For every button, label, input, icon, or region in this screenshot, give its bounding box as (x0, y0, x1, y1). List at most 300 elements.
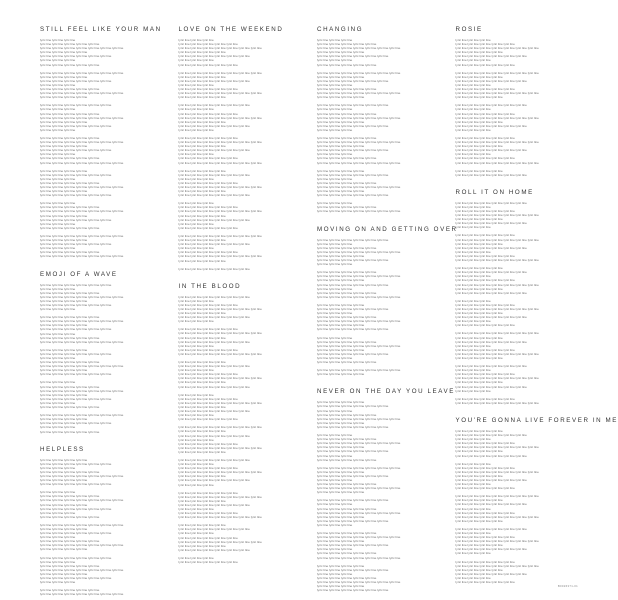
lyric-line: lyric line lyric line lyric line lyric line lyric line (178, 560, 238, 565)
lyric-line: lyric line lyric line lyric line (455, 368, 491, 373)
lyric-line: lyric line lyric line lyric line lyric line (178, 380, 226, 385)
lyric-line: lyric line lyric line lyric line lyric line lyric line lyric line lyric line (317, 46, 401, 51)
song-section (317, 225, 458, 377)
lyric-line: lyric line lyric line lyric line lyric line lyric line lyric line lyric line (455, 514, 539, 519)
song-title: CHANGING (317, 26, 364, 33)
lyric-line: lyric line lyric line lyric line lyric line (40, 347, 88, 352)
song-section (179, 283, 304, 564)
lyric-line: lyric line lyric line lyric line lyric line (455, 473, 503, 478)
lyric-line: lyric line lyric line lyric line lyric line (178, 429, 226, 434)
lyric-line: lyric line lyric line lyric line (455, 531, 491, 535)
lyric-line: lyric line lyric line lyric line lyric line (317, 372, 365, 377)
lyric-line: lyric line lyric line lyric line lyric line lyric line lyric line lyric line (455, 160, 539, 165)
lyric-line: lyric line lyric line lyric line lyric line (40, 213, 88, 218)
lyric-line: lyric line lyric line lyric line (178, 298, 214, 303)
lyric-line: lyric line lyric line lyric line lyric line (455, 266, 503, 271)
lyric-line: lyric line lyric line lyric line lyric line lyric line lyric line (455, 547, 527, 552)
lyric-line: lyric line lyric line lyric line (40, 307, 76, 312)
lyric-line: lyric line lyric line lyric line lyric line (178, 74, 226, 79)
lyric-line: lyric line lyric line lyric line lyric line lyric line lyric line lyric line (40, 592, 124, 597)
lyric-line: lyric line lyric line lyric line lyric line lyric line lyric line lyric line (40, 185, 124, 189)
lyric-line: lyric line lyric line lyric line lyric line lyric line lyric line lyric line (455, 306, 539, 311)
lyric-line: lyric line lyric line lyric line lyric line (455, 241, 503, 246)
lyric-line: lyric line lyric line lyric line lyric line lyric line (455, 62, 515, 67)
lyric-line: lyric line lyric line lyric line lyric line lyric line (455, 559, 515, 564)
lyric-line: lyric line lyric line lyric line (40, 58, 76, 63)
lyric-line: lyric line lyric line lyric line lyric line lyric line (40, 135, 100, 140)
lyric-line: lyric line lyric line lyric line lyric line lyric line (40, 384, 100, 389)
lyric-line: lyric line lyric line lyric line lyric line lyric line lyric line lyric line (317, 465, 401, 470)
lyric-line: lyric line lyric line lyric line lyric line lyric line lyric line lyric line (40, 294, 124, 299)
lyric-line: lyric line lyric line lyric line lyric line lyric line lyric line (317, 306, 389, 311)
lyric-line: lyric line lyric line lyric line lyric line lyric line lyric line lyric line (455, 237, 539, 242)
lyric-line: lyric line lyric line lyric line lyric line lyric line (317, 457, 377, 462)
lyric-line: lyric line lyric line lyric line lyric line lyric line lyric line lyric line (178, 140, 262, 145)
lyric-line: lyric line lyric line lyric line lyric line lyric line lyric line lyric line (40, 364, 124, 369)
lyric-line: lyric line lyric line lyric line (40, 286, 76, 291)
lyric-line: lyric line lyric line lyric line (178, 368, 214, 373)
lyric-line: lyric line lyric line lyric line lyric line lyric line lyric line (317, 567, 389, 572)
lyric-line: lyric line lyric line lyric line lyric line lyric line (455, 253, 515, 258)
lyric-line: lyric line lyric line lyric line lyric line lyric line (178, 396, 238, 401)
lyric-line: lyric line lyric line lyric line lyric line lyric line (317, 205, 377, 210)
lyric-line: lyric line lyric line lyric line lyric line (455, 380, 503, 385)
lyric-line: lyric line lyric line lyric line lyric line lyric line lyric line (455, 245, 527, 250)
lyric-line: lyric line lyric line lyric line lyric line lyric line lyric line (455, 315, 527, 320)
lyric-line: lyric line lyric line lyric line lyric line lyric line (455, 580, 515, 585)
lyric-line: lyric line lyric line lyric line lyric line lyric line lyric line (455, 571, 527, 576)
lyric-line: lyric line lyric line lyric line lyric line lyric line lyric line lyric line (40, 233, 124, 238)
lyric-line: lyric line lyric line lyric line lyric line lyric line lyric line (455, 78, 527, 83)
lyric-line: lyric line lyric line lyric line (455, 58, 491, 63)
lyric-line: lyric line lyric line lyric line lyric line (317, 168, 365, 173)
lyric-line: lyric line lyric line lyric line lyric line (178, 258, 226, 263)
lyric-line: lyric line lyric line lyric line lyric line lyric line lyric line lyric line (455, 563, 539, 568)
lyric-line: lyric line lyric line lyric line (178, 413, 214, 418)
lyric-line: lyric line lyric line lyric line lyric line lyric line (178, 156, 238, 161)
lyric-line: lyric line lyric line lyric line (178, 392, 214, 397)
lyric-line: lyric line lyric line lyric line lyric line lyric line lyric line (40, 217, 112, 222)
lyric-line: lyric line lyric line lyric line lyric line lyric line lyric line lyric line (40, 522, 124, 527)
lyric-line: lyric line lyric line lyric line lyric line (178, 311, 226, 316)
lyric-line: lyric line lyric line lyric line lyric line lyric line lyric line (455, 339, 527, 344)
lyric-line: lyric line lyric line lyric line lyric line lyric line lyric line (178, 433, 250, 438)
lyric-line: lyric line lyric line lyric line lyric line lyric line (40, 315, 100, 320)
lyric-line: lyric line lyric line lyric line lyric line (455, 95, 503, 100)
lyric-line: lyric line lyric line lyric line lyric line lyric line lyric line (178, 123, 250, 128)
lyric-line: lyric line lyric line lyric line lyric line lyric line lyric line (178, 172, 250, 177)
lyric-line: lyric line lyric line lyric line lyric line lyric line (40, 225, 100, 230)
lyric-line: lyric line lyric line lyric line lyric line lyric line (317, 339, 377, 344)
lyric-line: lyric line lyric line lyric line lyric line lyric line lyric line lyric line (317, 441, 401, 446)
lyric-line: lyric line lyric line lyric line lyric line (40, 95, 88, 100)
lyric-line: lyric line lyric line lyric line lyric line lyric line lyric line lyric line (40, 115, 124, 120)
lyric-line: lyric line lyric line lyric line (317, 127, 353, 132)
lyric-line: lyric line lyric line lyric line lyric line lyric line lyric line (40, 531, 112, 536)
lyric-line: lyric line lyric line lyric line lyric line lyric line lyric line lyric line (178, 254, 262, 259)
lyric-line: lyric line lyric line lyric line (317, 152, 353, 157)
lyric-line: lyric line lyric line lyric line lyric line lyric line lyric line (455, 384, 527, 389)
lyric-line: lyric line lyric line lyric line lyric line (40, 189, 88, 194)
lyric-line: lyric line lyric line lyric line lyric line lyric line lyric line lyric line (178, 233, 262, 238)
lyric-line: lyric line lyric line lyric line lyric line lyric line lyric line (317, 123, 389, 128)
lyric-line: lyric line lyric line lyric line lyric line lyric line (317, 575, 377, 580)
lyric-line: lyric line lyric line lyric line lyric line (455, 286, 503, 291)
lyric-line: lyric line lyric line lyric line lyric line lyric line (40, 588, 100, 593)
lyrics-column-4 (455, 26, 618, 585)
lyric-line: lyric line lyric line lyric line lyric line lyric line lyric line lyric line (317, 249, 401, 254)
lyric-line: lyric line lyric line lyric line lyric line lyric line lyric line lyric line (455, 213, 539, 218)
lyric-line: lyric line lyric line lyric line lyric line lyric line lyric line (455, 54, 527, 59)
lyric-line: lyric line lyric line lyric line lyric line (317, 278, 365, 283)
lyric-line: lyric line lyric line lyric line lyric line (455, 518, 503, 523)
lyric-line: lyric line lyric line lyric line (317, 311, 353, 316)
lyric-line: lyric line lyric line lyric line lyric line lyric line (178, 205, 238, 210)
lyric-line: lyric line lyric line lyric line (317, 38, 353, 42)
lyric-line: lyric line lyric line lyric line lyric line (317, 119, 365, 124)
lyric-line: lyric line lyric line lyric line lyric line lyric line (40, 250, 100, 255)
lyric-line: lyric line lyric line lyric line lyric line (178, 213, 226, 218)
song-section (40, 26, 165, 259)
lyric-line: lyric line lyric line lyric line lyric line lyric line (178, 302, 238, 307)
lyric-line: lyric line lyric line lyric line lyric line lyric line lyric line (178, 364, 250, 369)
lyric-line: lyric line lyric line lyric line (455, 249, 491, 254)
lyric-line: lyric line lyric line lyric line lyric line lyric line (178, 225, 238, 230)
lyric-line: lyric line lyric line lyric line lyric line (455, 428, 503, 433)
lyric-line: lyric line lyric line lyric line lyric line (455, 144, 503, 149)
lyric-line: lyric line lyric line lyric line lyric line lyric line lyric line lyric line (317, 555, 401, 560)
lyric-line: lyric line lyric line lyric line (40, 127, 76, 132)
lyric-line: lyric line lyric line lyric line lyric line lyric line (178, 327, 238, 332)
lyric-line: lyric line lyric line lyric line lyric line lyric line (178, 347, 238, 352)
song-title: EMOJI OF A WAVE (40, 270, 118, 278)
lyric-line: lyric line lyric line lyric line lyric line lyric line lyric line lyric line (455, 351, 539, 356)
lyric-line: lyric line lyric line lyric line lyric line lyric line (455, 372, 515, 377)
lyric-line: lyric line lyric line lyric line lyric line lyric line (40, 563, 100, 568)
lyric-line: lyric line lyric line lyric line lyric line lyric line lyric line lyric line (317, 274, 401, 279)
lyric-line: lyric line lyric line lyric line lyric line lyric line (40, 87, 100, 92)
lyric-line: lyric line lyric line lyric line lyric line lyric line lyric line (317, 103, 389, 108)
lyric-line: lyric line lyric line lyric line lyric line (40, 298, 88, 303)
lyric-line: lyric line lyric line lyric line (178, 246, 214, 251)
lyric-line: lyric line lyric line lyric line lyric line lyric line lyric line (178, 242, 250, 247)
lyric-line: lyric line lyric line lyric line lyric line lyric line (40, 335, 100, 340)
lyric-line: lyric line lyric line lyric line lyric line lyric line lyric line lyric line (40, 140, 124, 145)
lyric-line: lyric line lyric line lyric line (317, 58, 353, 63)
lyric-line: lyric line lyric line lyric line lyric line lyric line lyric line lyric line (40, 498, 124, 503)
lyric-line: lyric line lyric line lyric line lyric line lyric line (40, 180, 100, 185)
lyric-line: lyric line lyric line lyric line lyric line lyric line lyric line lyric line (317, 343, 401, 348)
lyric-line: lyric line lyric line lyric line (317, 408, 353, 413)
lyric-line: lyric line lyric line lyric line lyric line lyric line (455, 441, 515, 446)
lyric-line: lyric line lyric line lyric line lyric line lyric line lyric line lyric line (455, 258, 539, 263)
lyric-line: lyric line lyric line lyric line lyric line lyric line lyric line (317, 473, 389, 478)
lyric-line: lyric line lyric line lyric line lyric line lyric line lyric line lyric line (178, 470, 262, 475)
lyric-line: lyric line lyric line lyric line (455, 461, 491, 466)
lyric-line: lyric line lyric line lyric line (455, 551, 491, 556)
lyric-line: lyric line lyric line lyric line (40, 559, 76, 564)
lyric-line: lyric line lyric line lyric line lyric line lyric line lyric line lyric line (178, 376, 262, 381)
lyric-line: lyric line lyric line lyric line lyric line lyric line lyric line lyric line (178, 209, 262, 214)
lyric-line: lyric line lyric line lyric line lyric line lyric line lyric line lyric line (178, 515, 262, 520)
lyric-line: lyric line lyric line lyric line lyric line lyric line lyric line lyric line (178, 539, 262, 544)
lyric-line: lyric line lyric line lyric line lyric line lyric line lyric line lyric line (455, 115, 539, 120)
lyric-line: lyric line lyric line lyric line lyric line lyric line lyric line lyric line (40, 319, 124, 324)
lyric-line: lyric line lyric line lyric line (317, 356, 353, 360)
lyric-line: lyric line lyric line lyric line lyric line lyric line (455, 486, 515, 491)
lyric-line: lyric line lyric line lyric line lyric line lyric line (317, 156, 377, 161)
lyric-line: lyric line lyric line lyric line lyric line lyric line lyric line lyric line (455, 331, 539, 336)
lyric-line: lyric line lyric line lyric line lyric line lyric line (455, 302, 515, 307)
lyric-line: lyric line lyric line lyric line (178, 555, 214, 560)
lyric-line: lyric line lyric line lyric line lyric line lyric line lyric line (40, 396, 112, 401)
lyric-line: lyric line lyric line lyric line lyric line lyric line lyric line (455, 364, 527, 369)
lyric-line: lyric line lyric line lyric line lyric line lyric line (178, 417, 238, 422)
lyric-line: lyric line lyric line lyric line lyric line lyric line lyric line lyric line (455, 46, 539, 51)
lyric-line: lyric line lyric line lyric line lyric line lyric line lyric line lyric line (455, 469, 539, 474)
song-section (456, 26, 581, 177)
lyric-line: lyric line lyric line lyric line lyric line lyric line lyric line lyric line (317, 185, 401, 189)
lyric-line: lyric line lyric line lyric line lyric line (178, 404, 226, 409)
song-title: YOU'RE GONNA LIVE FOREVER IN ME (455, 416, 618, 424)
lyric-line: lyric line lyric line lyric line lyric line lyric line lyric line (455, 103, 527, 108)
lyric-line: lyric line lyric line lyric line (455, 319, 491, 324)
lyric-line: lyric line lyric line lyric line (178, 221, 214, 226)
lyric-line: lyric line lyric line lyric line (40, 490, 76, 495)
lyric-line: lyric line lyric line lyric line lyric line lyric line (317, 482, 377, 487)
lyric-line: lyric line lyric line lyric line (455, 506, 491, 511)
lyric-line: lyric line lyric line lyric line (455, 575, 491, 580)
lyric-line: lyric line lyric line lyric line lyric line lyric line (317, 62, 377, 67)
lyric-line: lyric line lyric line lyric line lyric line lyric line lyric line lyric line (317, 416, 401, 421)
lyric-line: lyric line lyric line lyric line lyric line (317, 400, 365, 405)
lyric-line: lyric line lyric line lyric line lyric line lyric line lyric line lyric line (40, 46, 124, 51)
lyric-line: lyric line lyric line lyric line lyric line lyric line lyric line (178, 409, 250, 414)
lyric-line: lyric line lyric line lyric line lyric line (455, 356, 503, 360)
lyric-line: lyric line lyric line lyric line lyric line lyric line lyric line lyric line (455, 445, 539, 450)
lyric-line: lyric line lyric line lyric line lyric line lyric line lyric line lyric line (178, 425, 262, 430)
lyric-line: lyric line lyric line lyric line lyric line (178, 119, 226, 124)
lyric-line: lyric line lyric line lyric line lyric line (455, 168, 503, 173)
lyric-line: lyric line lyric line lyric line lyric line lyric line lyric line (178, 103, 250, 108)
lyric-line: lyric line lyric line lyric line (317, 82, 353, 87)
lyric-line: lyric line lyric line lyric line lyric line lyric line lyric line (455, 433, 527, 438)
lyric-line: lyric line lyric line lyric line lyric line (455, 119, 503, 124)
lyric-line: lyric line lyric line lyric line (40, 246, 76, 251)
song-title: HELPLESS (40, 445, 85, 453)
lyric-line: lyric line lyric line lyric line lyric line lyric line lyric line lyric line (455, 539, 539, 544)
lyric-line: lyric line lyric line lyric line lyric line lyric line (178, 111, 238, 116)
lyric-line: lyric line lyric line lyric line lyric line lyric line lyric line (317, 518, 389, 523)
lyric-line: lyric line lyric line lyric line lyric line lyric line lyric line (40, 351, 112, 356)
lyric-line: lyric line lyric line lyric line lyric line (317, 445, 365, 450)
lyric-line: lyric line lyric line lyric line lyric line (178, 360, 226, 364)
lyric-line: lyric line lyric line lyric line lyric line lyric line lyric line lyric line (40, 339, 124, 344)
lyric-line: lyric line lyric line lyric line lyric line lyric line lyric line (455, 453, 527, 458)
song-title: NEVER ON THE DAY YOU LEAVE (317, 388, 455, 396)
lyric-line: lyric line lyric line lyric line lyric line lyric line (40, 290, 100, 295)
lyric-line: lyric line lyric line lyric line lyric line (40, 323, 88, 328)
lyric-line: lyric line lyric line lyric line lyric line lyric line lyric line lyric line (455, 494, 539, 499)
lyric-line: lyric line lyric line lyric line lyric line lyric line lyric line lyric line (40, 413, 124, 418)
lyric-line: lyric line lyric line lyric line lyric line lyric line lyric line lyric line (178, 115, 262, 120)
lyric-line: lyric line lyric line lyric line lyric line lyric line (178, 441, 238, 446)
lyric-line: lyric line lyric line lyric line lyric line lyric line lyric line (178, 78, 250, 83)
lyric-line: lyric line lyric line lyric line lyric line lyric line lyric line lyric line (178, 331, 262, 336)
lyric-line: lyric line lyric line lyric line lyric line lyric line lyric line (455, 270, 527, 275)
lyric-line: lyric line lyric line lyric line lyric line lyric line lyric line (317, 327, 389, 332)
lyric-line: lyric line lyric line lyric line lyric line lyric line lyric line (178, 502, 250, 507)
lyric-line: lyric line lyric line lyric line (317, 571, 353, 576)
lyric-line: lyric line lyric line lyric line lyric line lyric line (455, 396, 515, 401)
lyric-line: lyric line lyric line lyric line lyric line lyric line lyric line (178, 315, 250, 320)
lyric-line: lyric line lyric line lyric line lyric line (317, 563, 365, 568)
song-section (317, 26, 442, 214)
lyric-line: lyric line lyric line lyric line lyric line (455, 543, 503, 548)
lyric-line: lyric line lyric line lyric line lyric line lyric line lyric line (178, 547, 250, 552)
song-section (456, 189, 581, 405)
lyric-line: lyric line lyric line lyric line (317, 176, 353, 181)
lyric-line: lyric line lyric line lyric line lyric line (455, 311, 503, 316)
lyric-line: lyric line lyric line lyric line lyric line (40, 119, 88, 124)
lyric-line: lyric line lyric line lyric line lyric line lyric line (455, 209, 515, 213)
lyric-line: lyric line lyric line lyric line lyric line (40, 417, 88, 422)
lyric-line: lyric line lyric line lyric line lyric line lyric line lyric line lyric line (455, 140, 539, 145)
lyric-line: lyric line lyric line lyric line lyric line lyric line (178, 466, 238, 471)
lyric-line: lyric line lyric line lyric line lyric line lyric line (317, 180, 377, 185)
lyric-line: lyric line lyric line lyric line lyric line lyric line lyric line (178, 457, 250, 462)
lyric-line: lyric line lyric line lyric line lyric line lyric line (317, 270, 377, 275)
lyric-line: lyric line lyric line lyric line lyric line lyric line (455, 135, 515, 140)
lyric-line: lyric line lyric line lyric line lyric line lyric line lyric line lyric line (178, 400, 262, 405)
lyric-line: lyric line lyric line lyric line lyric line lyric line (455, 535, 515, 540)
lyric-line: lyric line lyric line lyric line lyric line (178, 50, 226, 55)
lyric-line: lyric line lyric line lyric line (40, 510, 76, 515)
lyric-line: lyric line lyric line lyric line lyric line lyric line (317, 42, 377, 47)
lyric-line: lyric line lyric line lyric line lyric line lyric line (178, 87, 238, 92)
lyric-line: lyric line lyric line lyric line lyric line lyric line lyric line (40, 193, 112, 198)
lyric-line: lyric line lyric line lyric line lyric line lyric line lyric line lyric line (317, 209, 401, 214)
lyric-line: lyric line lyric line lyric line lyric line lyric line (317, 135, 377, 140)
lyric-line: lyric line lyric line lyric line lyric line lyric line (40, 62, 100, 67)
lyric-line: lyric line lyric line lyric line lyric line lyric line (178, 490, 238, 495)
lyric-line: lyric line lyric line lyric line (455, 127, 491, 132)
lyric-line: lyric line lyric line lyric line (455, 107, 491, 112)
lyric-line: lyric line lyric line lyric line (40, 380, 76, 385)
lyric-line: lyric line lyric line lyric line (178, 107, 214, 112)
lyric-line: lyric line lyric line lyric line lyric line lyric line (178, 250, 238, 255)
lyric-line: lyric line lyric line lyric line lyric line lyric line (317, 506, 377, 511)
lyric-line: lyric line lyric line lyric line lyric line lyric line (317, 111, 377, 116)
lyric-line: lyric line lyric line lyric line lyric line lyric line lyric line (317, 588, 389, 593)
lyric-line: lyric line lyric line lyric line lyric line lyric line lyric line lyric line (178, 160, 262, 165)
lyric-line: lyric line lyric line lyric line lyric line lyric line lyric line (455, 123, 527, 128)
lyric-line: lyric line lyric line lyric line lyric line lyric line lyric line (317, 148, 389, 153)
lyric-line: lyric line lyric line lyric line lyric line (455, 74, 503, 79)
lyric-line: lyric line lyric line lyric line lyric line lyric line lyric line (40, 242, 112, 247)
lyric-line: lyric line lyric line lyric line lyric line lyric line (455, 347, 515, 352)
lyric-line: lyric line lyric line lyric line lyric line (455, 335, 503, 340)
lyric-line: lyric line lyric line lyric line lyric line lyric line lyric line (317, 54, 389, 59)
lyric-line: lyric line lyric line lyric line lyric line (40, 527, 88, 531)
lyric-line: lyric line lyric line lyric line (317, 522, 353, 527)
lyric-line: lyric line lyric line lyric line lyric line lyric line lyric line (178, 384, 250, 389)
lyric-line: lyric line lyric line lyric line lyric line lyric line (40, 539, 100, 544)
lyric-line: lyric line lyric line lyric line (178, 38, 214, 42)
lyric-line: lyric line lyric line lyric line lyric line lyric line (455, 42, 515, 47)
lyric-line: lyric line lyric line lyric line (40, 176, 76, 181)
lyric-line: lyric line lyric line lyric line lyric line (317, 302, 365, 307)
lyric-line: lyric line lyric line lyric line lyric line (317, 144, 365, 149)
lyric-line: lyric line lyric line lyric line lyric line lyric line lyric line lyric line (317, 319, 401, 324)
lyric-line: lyric line lyric line lyric line lyric line lyric line lyric line (40, 172, 112, 177)
lyric-line: lyric line lyric line lyric line lyric line (317, 584, 365, 589)
lyric-line: lyric line lyric line lyric line lyric line lyric line lyric line lyric line (40, 70, 124, 75)
lyric-line: lyric line lyric line lyric line lyric line lyric line lyric line (178, 217, 250, 222)
lyric-line: lyric line lyric line lyric line lyric line lyric line lyric line (40, 302, 112, 307)
lyric-line: lyric line lyric line lyric line (40, 400, 76, 405)
lyric-line: lyric line lyric line lyric line lyric line (317, 539, 365, 544)
lyric-line: lyric line lyric line lyric line lyric line (455, 217, 503, 222)
lyric-line: lyric line lyric line lyric line lyric line lyric line lyric line (455, 200, 527, 205)
lyric-line: lyric line lyric line lyric line lyric line lyric line lyric line lyric line (455, 91, 539, 96)
lyric-line: lyric line lyric line lyric line lyric line lyric line lyric line lyric line (317, 294, 401, 299)
lyric-line: lyric line lyric line lyric line lyric line lyric line (455, 87, 515, 92)
lyric-line: lyric line lyric line lyric line lyric line lyric line lyric line lyric line (455, 70, 539, 75)
lyric-line: lyric line lyric line lyric line (178, 319, 214, 324)
lyric-line: lyric line lyric line lyric line lyric line (317, 95, 365, 100)
lyric-line: lyric line lyric line lyric line (455, 482, 491, 487)
lyric-line: lyric line lyric line lyric line lyric line lyric line (178, 135, 238, 140)
lyric-line: lyric line lyric line lyric line (317, 547, 353, 552)
lyric-line: lyric line lyric line lyric line lyric line lyric line lyric line lyric line (317, 140, 401, 145)
lyrics-column-2 (179, 26, 304, 582)
lyric-line: lyric line lyric line lyric line (178, 58, 214, 63)
lyric-line: lyric line lyric line lyric line lyric line lyric line lyric line (317, 449, 389, 454)
lyric-line: lyric line lyric line lyric line lyric line lyric line (40, 42, 100, 47)
lyric-line: lyric line lyric line lyric line lyric line lyric line lyric line (455, 221, 527, 226)
lyric-line: lyric line lyric line lyric line (40, 465, 76, 470)
lyric-line: lyric line lyric line lyric line lyric line lyric line lyric line (178, 266, 250, 271)
lyric-line: lyric line lyric line lyric line (317, 201, 353, 206)
lyric-line: lyric line lyric line lyric line lyric line (178, 144, 226, 149)
lyric-line: lyric line lyric line lyric line lyric line lyric line lyric line lyric line (40, 473, 124, 478)
lyric-line: lyric line lyric line lyric line lyric line (40, 457, 88, 462)
lyric-line: lyric line lyric line lyric line lyric line (40, 238, 88, 243)
lyric-line: lyric line lyric line lyric line lyric line lyric line lyric line lyric line (317, 115, 401, 120)
lyric-line: lyric line lyric line lyric line (40, 38, 76, 42)
lyric-line: lyric line lyric line lyric line lyric line lyric line lyric line (317, 424, 389, 429)
lyric-line: lyric line lyric line lyric line (178, 462, 214, 467)
lyric-line: lyric line lyric line lyric line lyric line lyric line lyric line lyric line (455, 376, 539, 381)
lyric-line: lyric line lyric line lyric line lyric line lyric line (40, 156, 100, 161)
lyric-line: lyric line lyric line lyric line lyric line lyric line (40, 494, 100, 499)
lyric-line: lyric line lyric line lyric line lyric line lyric line (178, 180, 238, 185)
lyric-line: lyric line lyric line lyric line lyric line lyric line lyric line (317, 193, 389, 198)
lyric-line: lyric line lyric line lyric line lyric line lyric line lyric line (40, 576, 112, 581)
lyric-line: lyric line lyric line lyric line lyric line lyric line lyric line lyric line (317, 486, 401, 491)
lyric-line: lyric line lyric line lyric line lyric line lyric line (455, 278, 515, 283)
lyric-line: lyric line lyric line lyric line lyric line lyric line lyric line (455, 290, 527, 295)
lyric-line: lyric line lyric line lyric line lyric line (40, 547, 88, 552)
lyric-line: lyric line lyric line lyric line lyric line lyric line (317, 531, 377, 535)
lyric-line: lyric line lyric line lyric line (455, 437, 491, 442)
lyric-line: lyric line lyric line lyric line (178, 531, 214, 536)
song-title: STILL FEEL LIKE YOUR MAN (40, 26, 162, 33)
lyric-line: lyric line lyric line lyric line lyric line (178, 335, 226, 340)
lyric-line: lyric line lyric line lyric line lyric line lyric line lyric line lyric line (178, 46, 262, 51)
song-title: MOVING ON AND GETTING OVER (317, 225, 458, 233)
